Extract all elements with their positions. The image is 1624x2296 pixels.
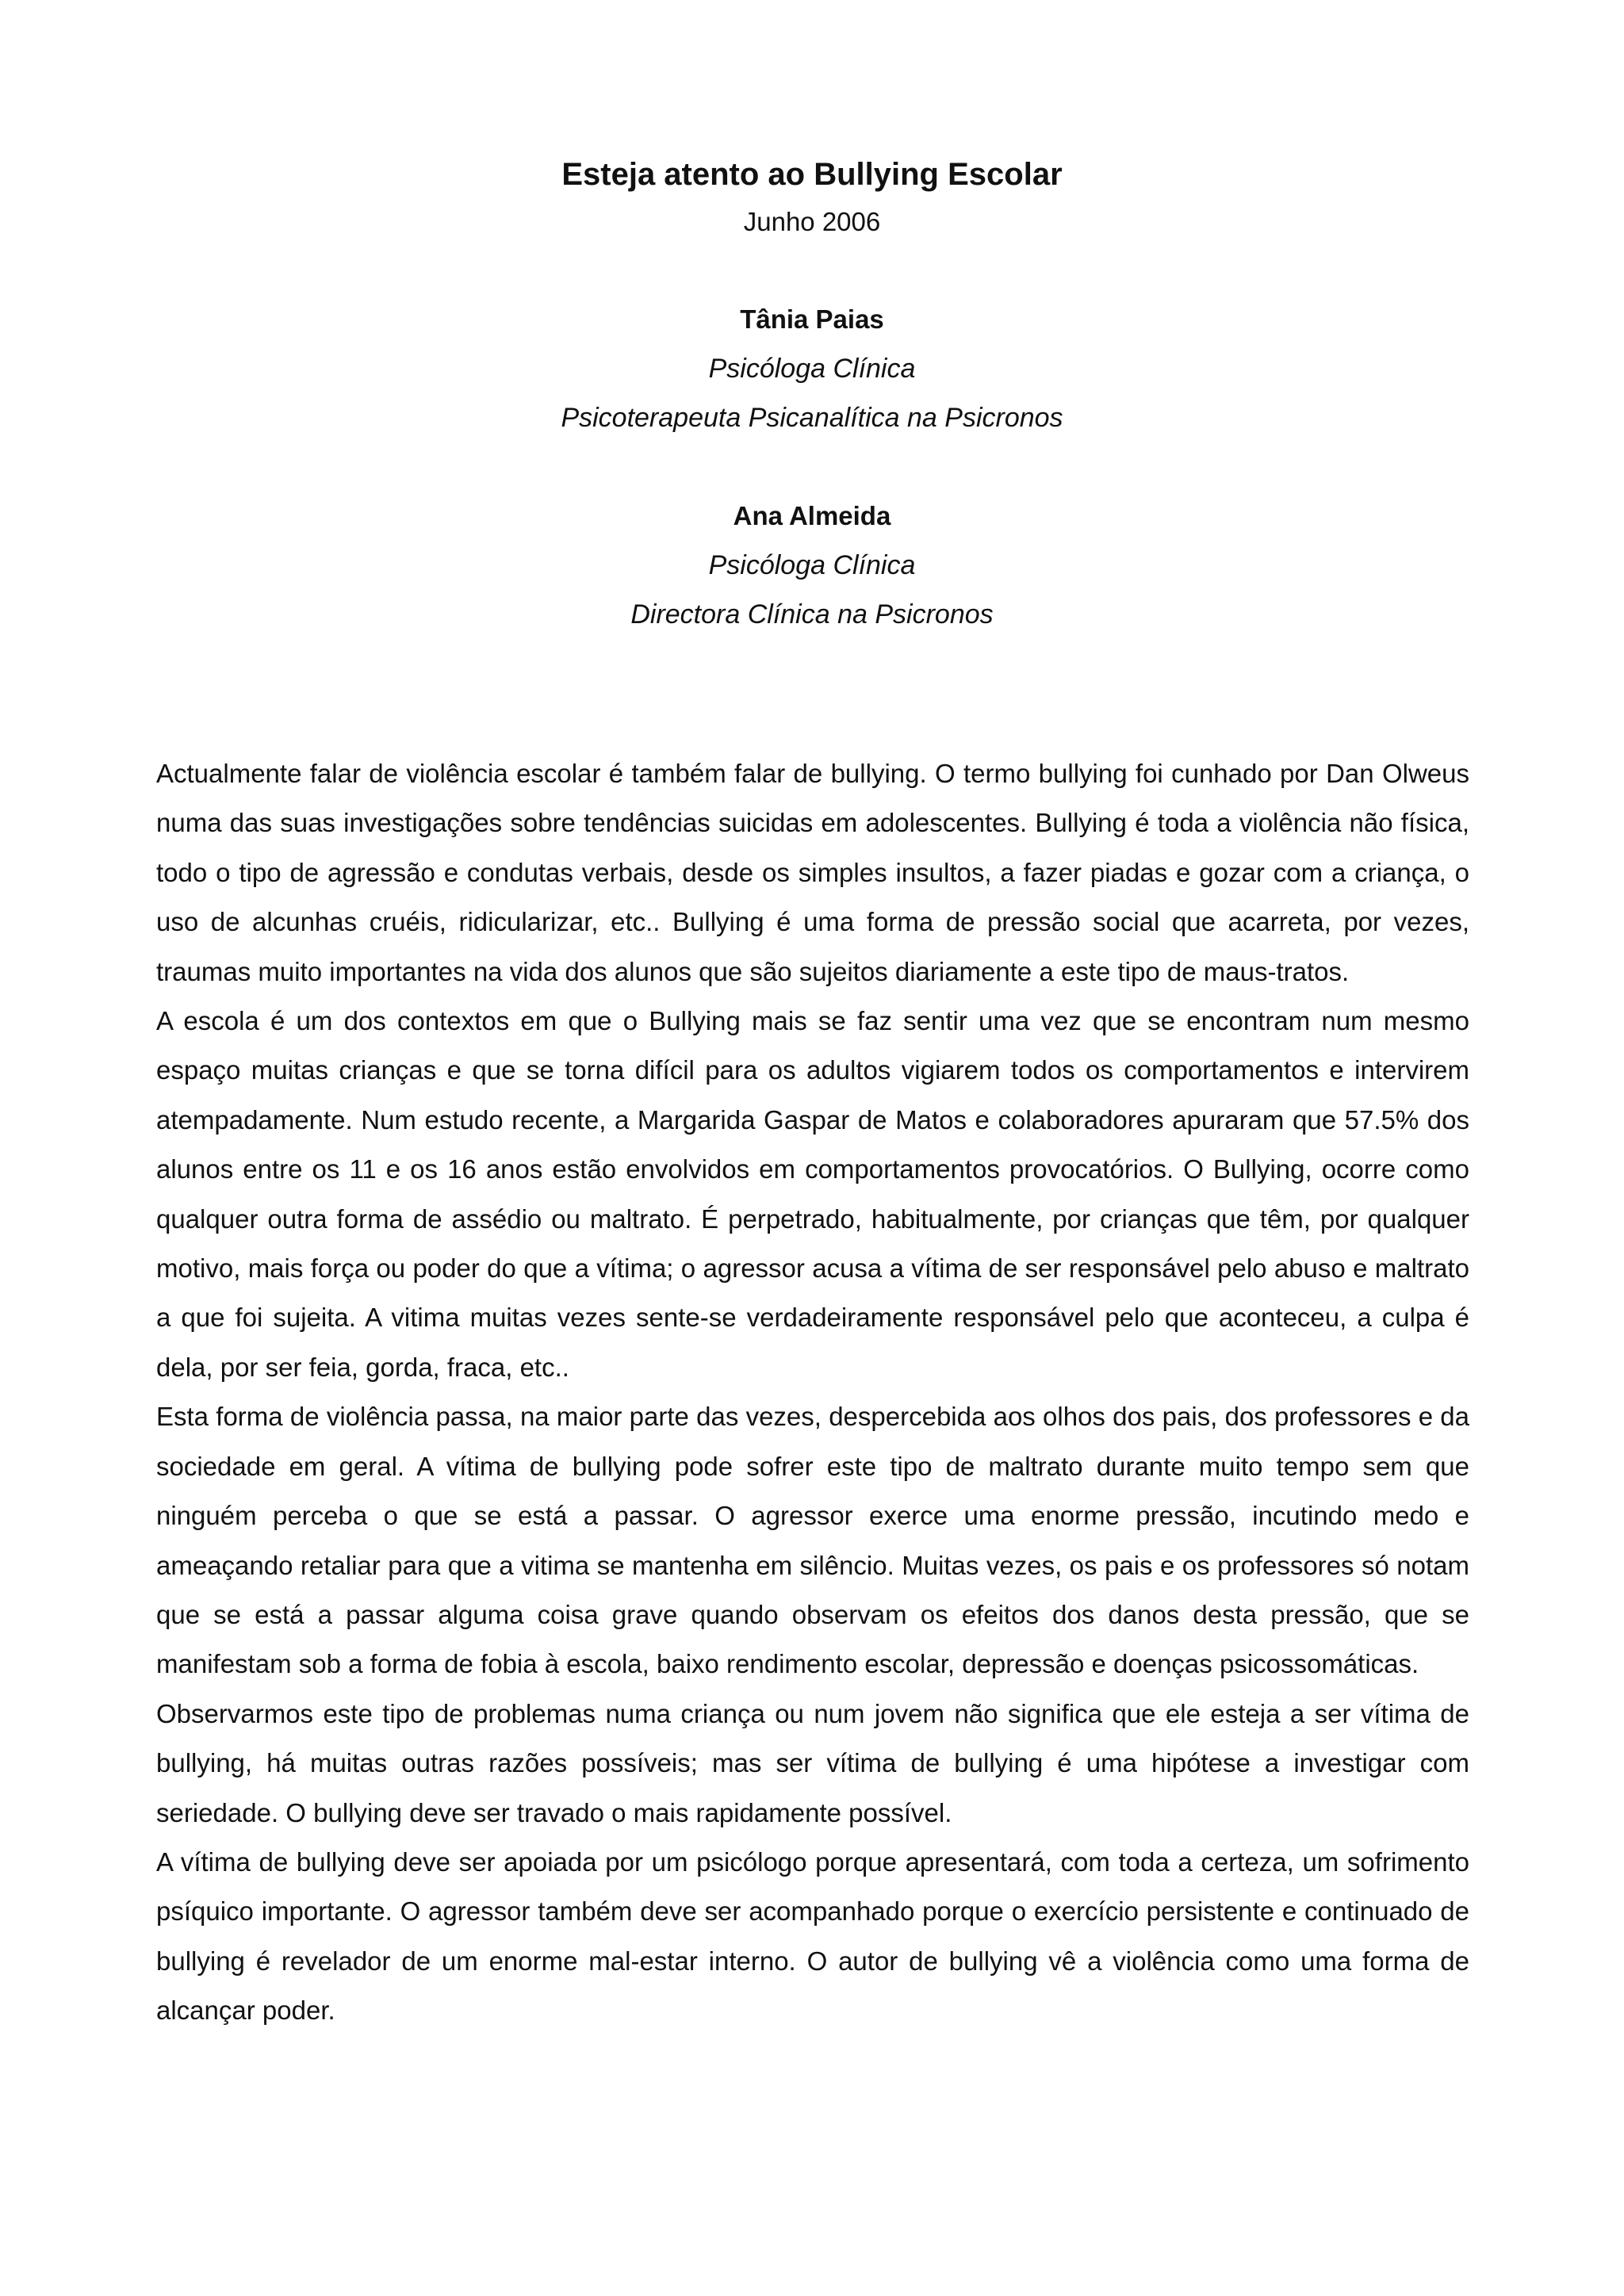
author-name: Tânia Paias xyxy=(740,304,884,334)
author-block xyxy=(0,295,1624,442)
body-paragraph: Esta forma de violência passa, na maior parte das vezes, despercebida aos olhos dos pais, dos professores e da sociedade em geral. A vítima de bullying pode sofrer este tipo de maltrato durante muito tempo sem que ninguém perceba o que se está a passar. O agressor exerce uma enorme pressão, incutindo medo e ameaçando retaliar para que a vitima se mantenha em silêncio. Muitas vezes, os pais e os professores só notam que se está a passar alguma coisa grave quando observam os efeitos dos danos desta pressão, que se manifestam sob a forma de fobia à escola, baixo rendimento escolar, depressão e doenças psicossomáticas. xyxy=(156,1402,1469,1679)
body-paragraph: A vítima de bullying deve ser apoiada por um psicólogo porque apresentará, com toda a certeza, um sofrimento psíquico importante. O agressor também deve ser acompanhado porque o exercício persistente e continuado de bullying é revelador de um enorme mal-estar interno. O autor de bullying vê a violência como uma forma de alcançar poder. xyxy=(156,1846,1469,2026)
document-date: Junho 2006 xyxy=(743,207,881,236)
author-role: Psicoterapeuta Psicanalítica na Psicronos xyxy=(561,403,1063,433)
body-paragraph: A escola é um dos contextos em que o Bullying mais se faz sentir uma vez que se encontram num mesmo espaço muitas crianças e que se torna difícil para os adultos vigiarem todos os comportamentos e intervirem atempadamente. Num estudo recente, a Margarida Gaspar de Matos e colaboradores apuraram que 57.5% dos alunos entre os 11 e os 16 anos estão envolvidos em comportamentos provocatórios. O Bullying, ocorre como qualquer outra forma de assédio ou maltrato. É perpetrado, habitualmente, por crianças que têm, por qualquer motivo, mais força ou poder do que a vítima; o agressor acusa a vítima de ser responsável pelo abuso e maltrato a que foi sujeita. A vitima muitas vezes sente-se verdadeiramente responsável pelo que aconteceu, a culpa é dela, por ser feia, gorda, fraca, etc.. xyxy=(156,1006,1469,1382)
document-body xyxy=(156,749,1469,2036)
body-paragraph: Observarmos este tipo de problemas numa criança ou num jovem não significa que ele esteja a ser vítima de bullying, há muitas outras razões possíveis; mas ser vítima de bullying é uma hipótese a investigar com seriedade. O bullying deve ser travado o mais rapidamente possível. xyxy=(156,1698,1469,1827)
author-block xyxy=(0,492,1624,639)
document-title: Esteja atento ao Bullying Escolar xyxy=(561,157,1063,192)
author-role: Psicóloga Clínica xyxy=(708,354,916,384)
author-name: Ana Almeida xyxy=(733,501,891,530)
author-role: Psicóloga Clínica xyxy=(708,550,916,580)
document-header xyxy=(0,151,1624,639)
author-role: Directora Clínica na Psicronos xyxy=(630,599,994,629)
body-paragraph: Actualmente falar de violência escolar é também falar de bullying. O termo bullying foi cunhado por Dan Olweus numa das suas investigações sobre tendências suicidas em adolescentes. Bullying é toda a violência não física, todo o tipo de agressão e condutas verbais, desde os simples insultos, a fazer piadas e gozar com a criança, o uso de alcunhas cruéis, ridicularizar, etc.. Bullying é uma forma de pressão social que acarreta, por vezes, traumas muito importantes na vida dos alunos que são sujeitos diariamente a este tipo de maus-tratos. xyxy=(156,759,1469,986)
